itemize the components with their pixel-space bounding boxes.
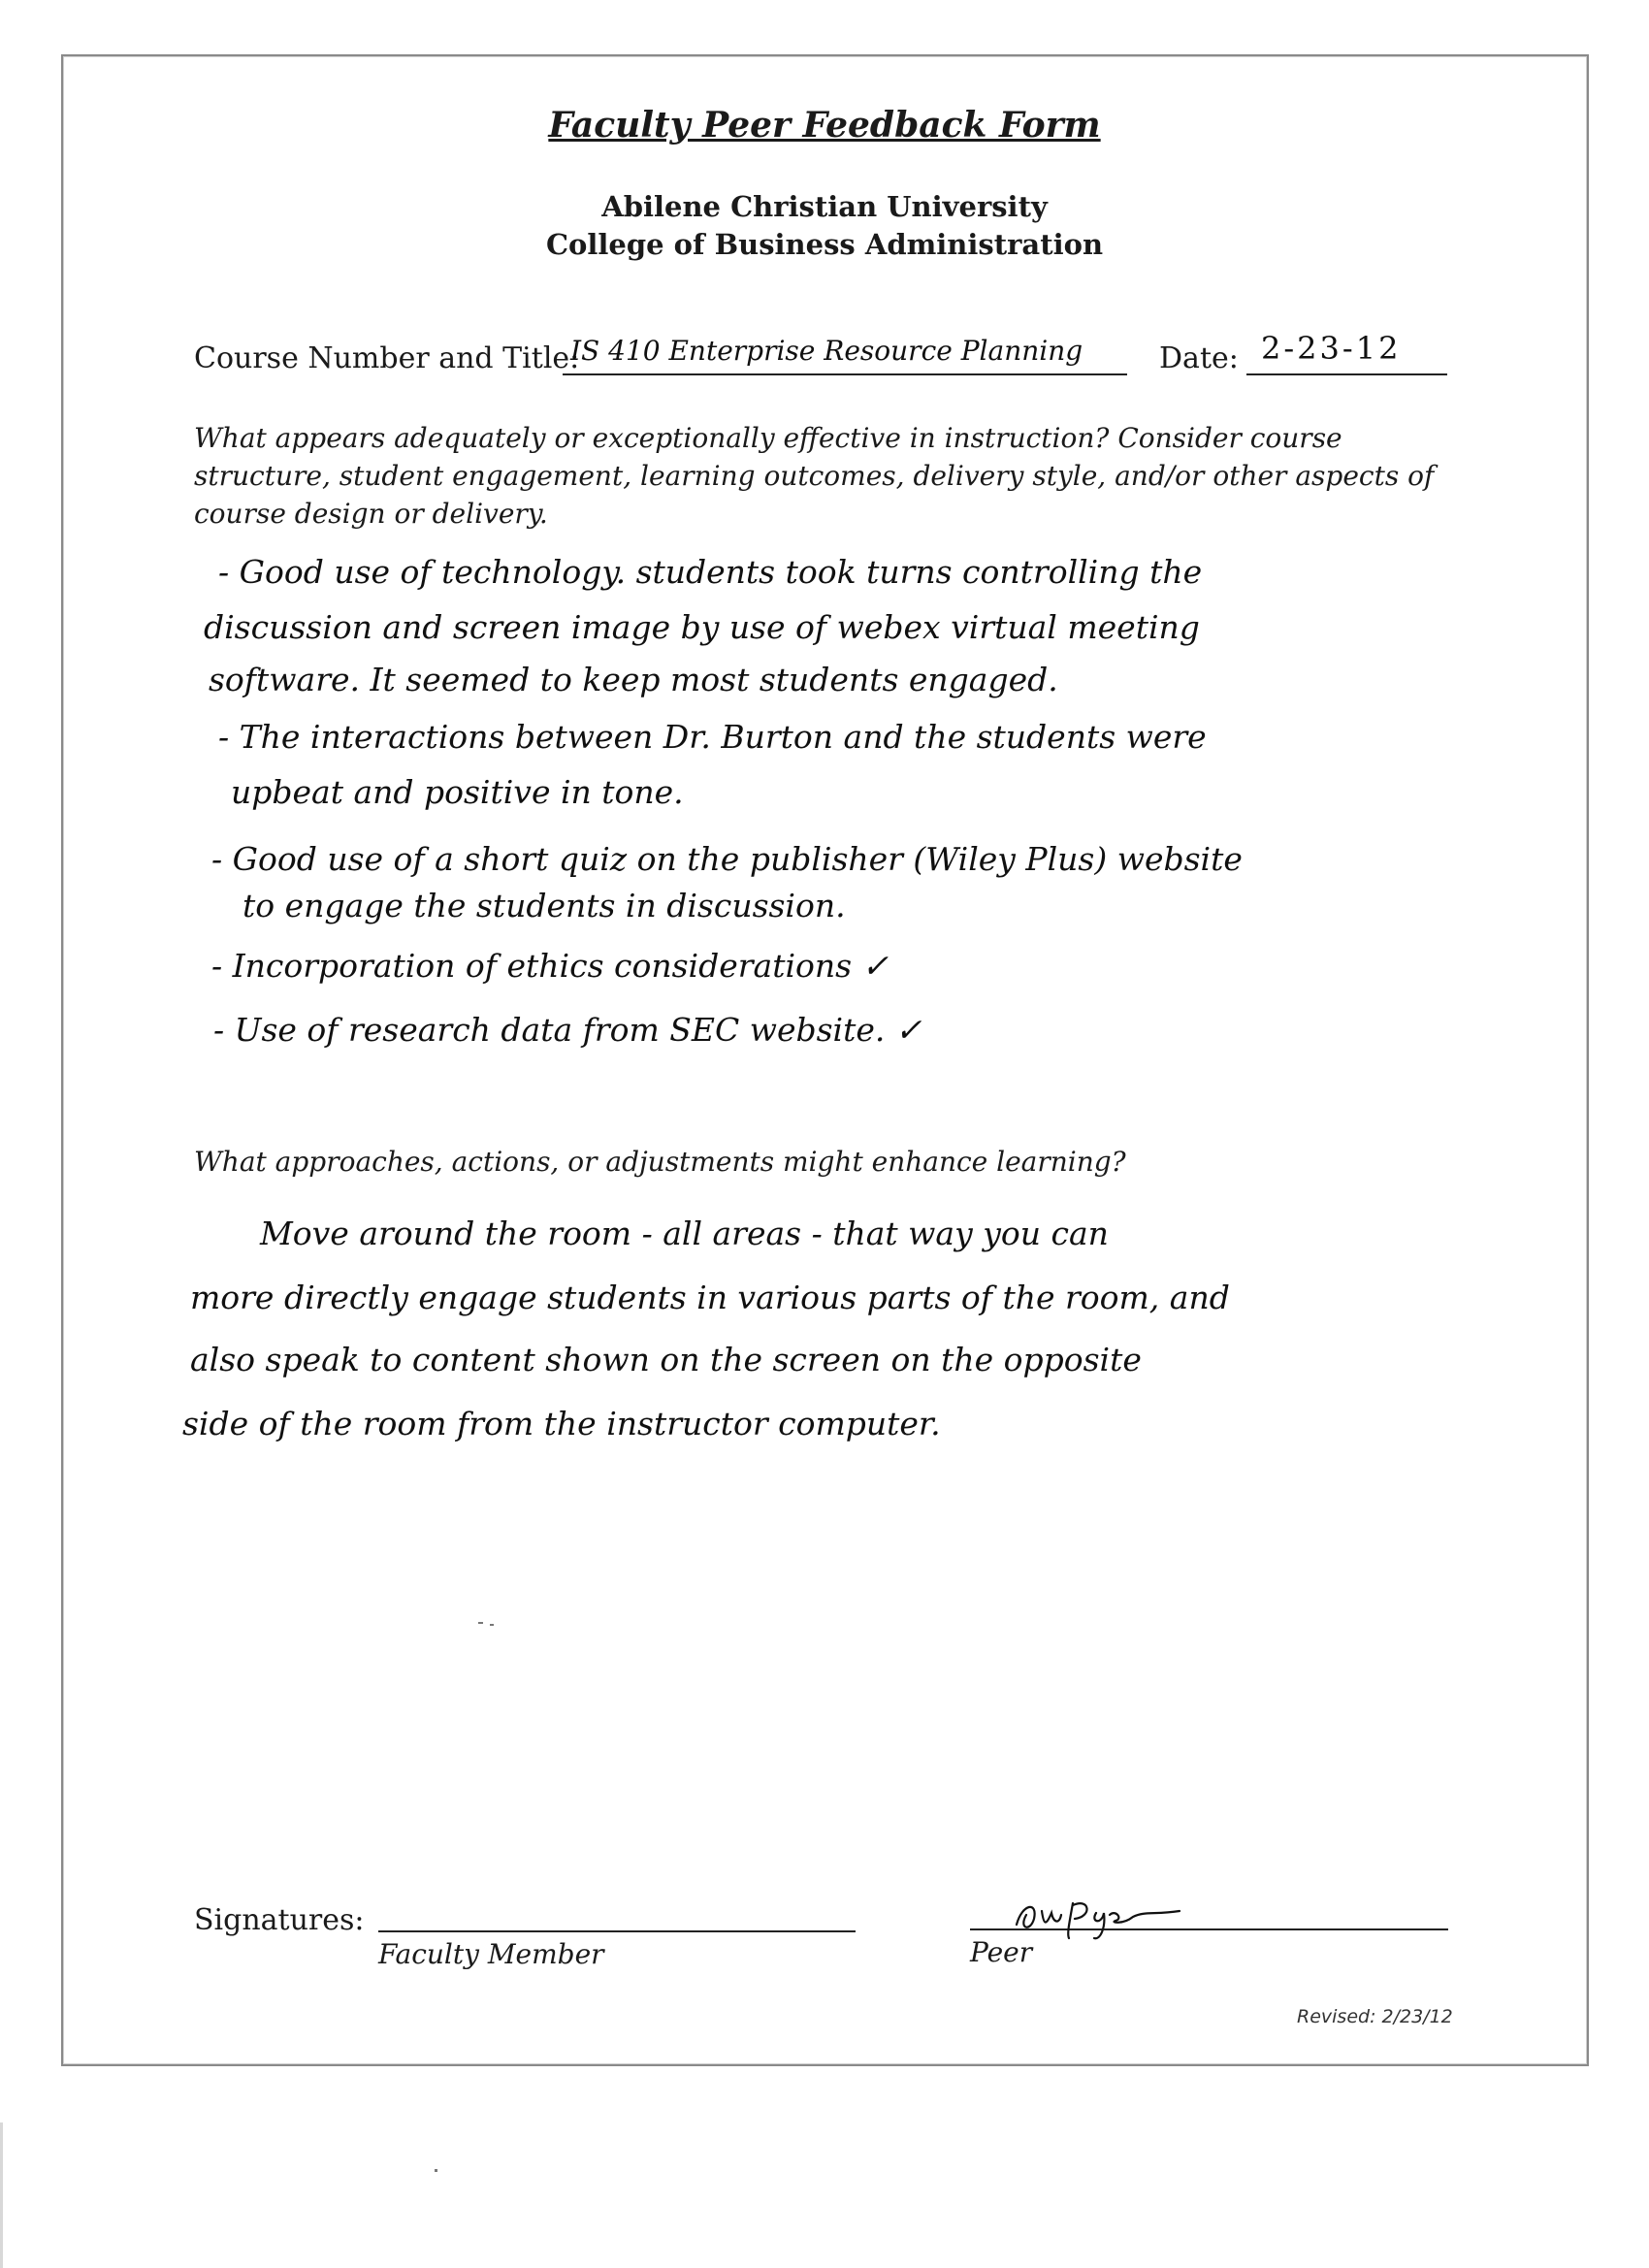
course-underline (563, 373, 1127, 375)
scan-speck (478, 1622, 483, 1624)
effective-line-8: - Incorporation of ethics considerations ✓ (211, 947, 889, 985)
peer-label: Peer (970, 1936, 1033, 1968)
enhance-line-3: also speak to content shown on the screen on the opposite (190, 1341, 1142, 1378)
faculty-signature-line (378, 1930, 856, 1932)
enhance-line-4: side of the room from the instructor computer. (182, 1405, 941, 1442)
enhance-line-2: more directly engage students in various parts of the room, and (190, 1279, 1230, 1316)
effective-line-4: - The interactions between Dr. Burton and the students were (218, 718, 1207, 756)
form-title: Faculty Peer Feedback Form (548, 105, 1101, 146)
question-effective: What appears adequately or exceptionally effective in instruction? Consider course structure, student engagement, learning outcomes, delivery style, and/or other aspects of course design or delivery. (194, 422, 1435, 530)
effective-line-5: upbeat and positive in tone. (231, 773, 684, 811)
effective-line-1: - Good use of technology. students took turns controlling the (218, 553, 1203, 591)
institution-name: Abilene Christian University (601, 190, 1048, 223)
faculty-member-label: Faculty Member (378, 1938, 604, 1970)
date-value: 2-23-12 (1261, 330, 1402, 367)
revised-date: Revised: 2/23/12 (1297, 2006, 1453, 2027)
effective-line-9: - Use of research data from SEC website. ✓ (213, 1011, 922, 1049)
effective-line-6: - Good use of a short quiz on the publisher (Wiley Plus) website (211, 840, 1243, 878)
date-underline (1246, 373, 1447, 375)
effective-line-7: to engage the students in discussion. (242, 887, 846, 924)
scan-edge (0, 2122, 3, 2268)
effective-line-3: software. It seemed to keep most students engaged. (209, 661, 1058, 698)
date-label: Date: (1159, 341, 1239, 375)
question-enhance: What approaches, actions, or adjustments might enhance learning? (194, 1146, 1126, 1178)
course-label: Course Number and Title: (194, 341, 580, 375)
scan-speck (490, 1624, 494, 1626)
enhance-line-1: Move around the room - all areas - that way you can (260, 1215, 1109, 1252)
scan-speck (435, 2169, 437, 2172)
college-name: College of Business Administration (545, 228, 1104, 261)
effective-line-2: discussion and screen image by use of webex virtual meeting (204, 608, 1200, 646)
peer-signature (1009, 1890, 1193, 1940)
signatures-label: Signatures: (194, 1903, 365, 1937)
course-value: IS 410 Enterprise Resource Planning (570, 335, 1083, 367)
